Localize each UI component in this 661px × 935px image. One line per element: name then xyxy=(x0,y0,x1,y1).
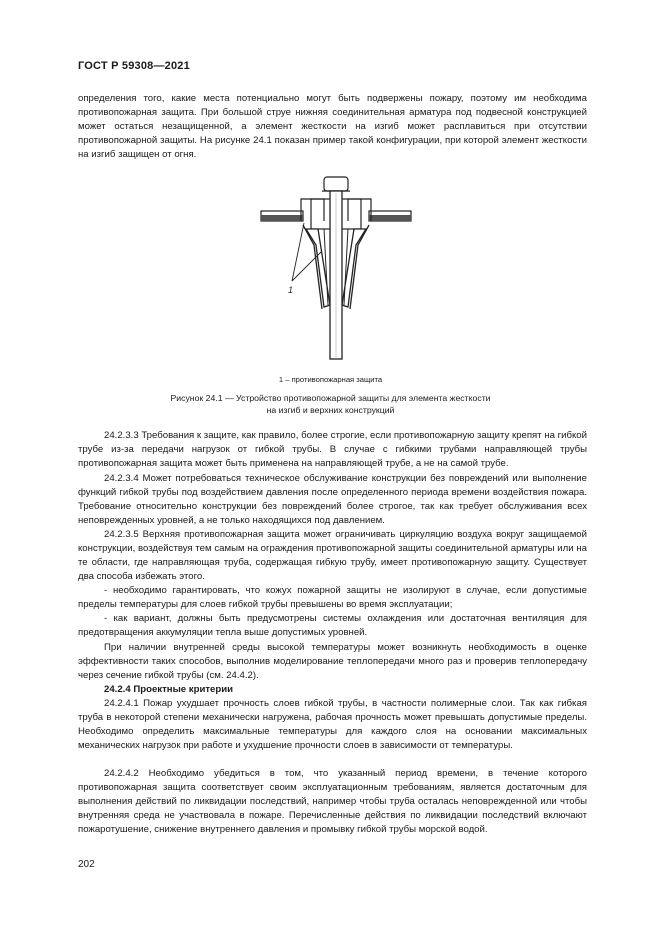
paragraph-high-temperature: При наличии внутренней среды высокой температуры может возникнуть необходимость в оценке эффективности таких способов, выполнив моделирование теплопередачи много раз и проверив теплопередачу через сечение гибкой трубы (см. 24.4.2). xyxy=(78,642,587,682)
paragraph-24-2-3-5: 24.2.3.5 Верхняя противопожарная защита может ограничивать циркуляцию воздуха вокруг защищаемой конструкции, воздействуя тем самым на ограждения противопожарной защиты соединительной арматуры или на те области, где направляющая труба, содержащая гибкую трубу, имеет противопожарную защиту. Существует два способа избежать этого. xyxy=(78,529,587,583)
intro-paragraph: определения того, какие места потенциально могут быть подвержены пожару, поэтому им необходима противопожарная защита. При большой струе нижняя соединительная арматура под подвесной конструкцией может остаться незащищенной, а элемент жесткости на изгиб может расплавиться при отсутствии противопожарной защиты. На рисунке 24.1 показан пример такой конфигурации, при которой элемент жесткости на изгиб защищен от огня. xyxy=(78,93,587,161)
pipe-cap xyxy=(324,177,348,191)
callout-label: 1 xyxy=(288,285,294,295)
bullet-item-2: - как вариант, должны быть предусмотрены системы охлаждения или достаточная вентиляция для предотвращения аккумуляции тепла выше допустимых уровней. xyxy=(78,613,587,639)
figure-caption-line-1: Рисунок 24.1 — Устройство противопожарной защиты для элемента жесткости xyxy=(170,393,491,403)
paragraph-24-2-3-3: 24.2.3.3 Требования к защите, как правило, более строгие, если противопожарную защиту крепят на гибкой трубе из-за передачи нагрузок от гибкой трубы. В случае с гибкими трубами направляющей трубы противопожарная защита может быть применена на направляющей трубе, а не на самой трубе. xyxy=(78,430,587,470)
paragraph-24-2-4-2: 24.2.4.2 Необходимо убедиться в том, что указанный период времени, в течение которого противопожарная защита соответствует своим эксплуатационным требованиям, является достаточным для выполнения действий по ликвидации последствий, например чтобы труба осталась неповрежденной или чтобы внутренняя среда не участвовала в пожаре. Перечисленные действия по ликвидации последствий включают пожаротушение, снижение внутреннего давления и промывку гибкой трубы морской водой. xyxy=(78,768,587,836)
bullet-item-1: - необходимо гарантировать, что кожух пожарной защиты не изолируют в случае, если допустимые пределы температуры для слоев гибкой трубы превышены во время эксплуатации; xyxy=(78,585,587,611)
figure-caption xyxy=(0,393,661,416)
document-header: ГОСТ Р 59308—2021 xyxy=(78,60,190,72)
paragraph-24-2-3-4: 24.2.3.4 Может потребоваться техническое обслуживание конструкции без повреждений или выполнение функций гибкой трубы под воздействием давления после определенного периода времени воздействия пожара. Требование относительно конструкции без повреждений более строгое, так как требует обслуживания всех неповрежденных уровней, а не только находящихся под давлением. xyxy=(78,473,587,527)
figure-legend: 1 – противопожарная защита xyxy=(278,375,383,384)
flange-hatch-left xyxy=(261,215,303,221)
figure-caption-line-2: на изгиб и верхних конструкций xyxy=(266,404,395,415)
fire-protection-diagram xyxy=(256,175,416,365)
flange-hatch-right xyxy=(369,215,411,221)
paragraph-24-2-4-1: 24.2.4.1 Пожар ухудшает прочность слоев гибкой трубы, в частности полимерные слои. Так как гибкая труба в некоторой степени механически нагружена, рабочая прочность может превышать допустимые пределы. Необходимо определить максимальные температуры для каждого слоя на основании максимальных механических нагрузок при работе и ухудшение прочности слоев в зависимости от температуры. xyxy=(78,698,587,752)
page-number: 202 xyxy=(78,859,95,870)
figure-24-1-drawing xyxy=(256,175,416,365)
callout-leader-1 xyxy=(292,223,304,281)
section-heading-24-2-4: 24.2.4 Проектные критерии xyxy=(104,684,234,695)
